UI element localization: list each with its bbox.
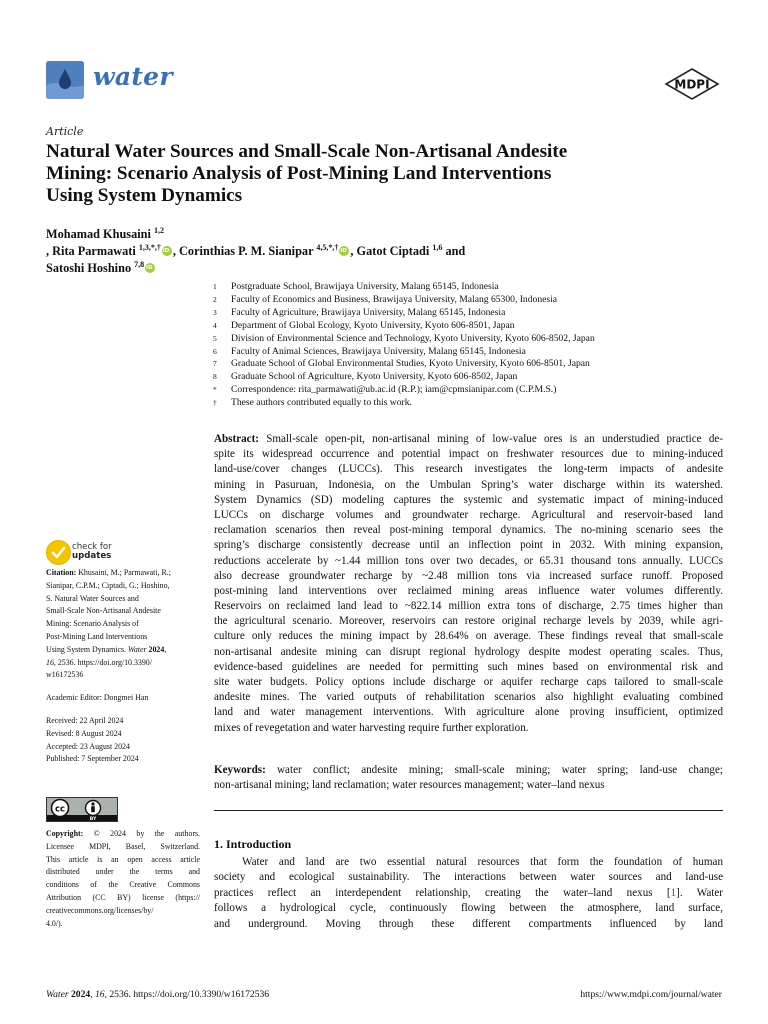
article-type: Article	[46, 125, 84, 138]
copyright-label: Copyright:	[46, 829, 84, 838]
introduction-text: Water and land are two essential natural resources that form the foundation of human society and ecological sustainability. The interactions between water sources and land-use practices reflect an interdependent relationship, creating the water–land nexus [1]. Water follows a hydrological cycle, continuously flowing between the atmosphere, land surface, and underground. Moving through these different compartments influenced by land	[214, 856, 723, 930]
keywords-label: Keywords:	[214, 764, 266, 776]
citation-sidebar: Citation: Khusaini, M.; Parmawati, R.; Sianipar, C.P.M.; Ciptadi, G.; Hoshino, S. Natural Water Sources and Small-Scale Non-Artisanal Andesite Mining: Scenario Analysis of Post-Mining Land Interventions Using System Dynamics. Water 2024, 16, 2536. https://doi.org/10.3390/ w16172536 Academic Editor: Dongmei Han Received: 22 April 2024 Revised: 8 August 2024 Accepted: 23 August 2024 Published: 7 September 2024	[46, 567, 200, 766]
author-name[interactable]: , Rita Parmawati	[46, 244, 139, 258]
check-updates-label: updates	[72, 551, 112, 561]
affiliation-item: 3 Faculty of Agriculture, Brawijaya University, Malang 65145, Indonesia	[213, 306, 506, 318]
svg-text:MDPI: MDPI	[674, 77, 710, 92]
revised-date: Revised: 8 August 2024	[46, 728, 122, 738]
author-affil: 1,3,*,†	[138, 242, 161, 252]
check-for-updates-button[interactable]	[46, 540, 126, 564]
affiliation-item: 7 Graduate School of Global Environmental Studies, Kyoto University, Kyoto 606-8501, Japan	[213, 358, 590, 370]
svg-text:BY: BY	[89, 817, 97, 821]
reference-link[interactable]: 1	[670, 886, 677, 899]
orcid-icon[interactable]	[145, 263, 155, 273]
affiliation-item: 6 Faculty of Animal Sciences, Brawijaya University, Malang 65145, Indonesia	[213, 345, 526, 357]
affiliation-list	[213, 281, 733, 410]
author-affil: 1,6	[432, 242, 443, 252]
equal-contribution-note: † These authors contributed equally to this work.	[213, 397, 412, 409]
section-heading: 1. Introduction	[214, 837, 292, 851]
journal-name[interactable]: water	[93, 62, 173, 91]
doi-link[interactable]: , 2536. https://doi.org/10.3390/	[53, 657, 152, 667]
author-name[interactable]: , Corinthias P. M. Sianipar	[172, 244, 317, 258]
orcid-icon[interactable]	[339, 246, 349, 256]
title-line: Using System Dynamics	[46, 185, 243, 206]
affiliation-item: 2 Faculty of Economics and Business, Brawijaya University, Malang 65300, Indonesia	[213, 293, 558, 305]
abstract: Abstract: Small-scale open-pit, non-artisanal mining of low-value ores is an understudied practice de- spite its widespread occurrence and potential impact on freshwater resources due to mining-induced land-use/cover changes (LUCCs). This research investigates the long-term impacts of andesite mining in Pasuruan, Indonesia, on the Umbulan Spring’s water discharge within its watershed. System Dynamics (SD) modeling captures the systemic and systematic impact of mining-induced LUCCs on discharge volumes and groundwater recharge. Agricultural and reservoir-based land reclamation scenarios then reveal post-mining temporal dynamics. The no-mining scenario sees the spring’s discharge consistently decrease until an inflection point in 2032. With mining expansion, reductions accelerate by ~1.44 million tons over two decades, or 65.31 thousand tons annually. LUCCs also decrease groundwater recharge by ~2.48 million tons via increased surface runoff. Proposed post-mining land interventions over reclaimed mining areas influence water volumes differently. Reservoirs on reclaimed land lead to ~822.14 million extra tons of discharge, 2.75 times higher than the agricultural scenario. Moreover, reservoirs can restore original recharge levels by 2039, while agri- culture only reduces the mining impact by 28.64% on average. These findings reveal that small-scale non-artisanal andesite mining can disrupt regional hydrology despite modest operating scales. Thus, evidence-based guidelines are needed for permitting such mines based on environmental risk and site water budgets. Policy options include discharge or aquifer recharge caps tailored to small-scale andesite mines. The varied outputs of rehabilitation scenarios also highlight evaluating combined land and water management interventions. With agriculture alone proving insufficient, optimized mixes of revegetation and water harvesting require further exploration.	[214, 433, 723, 734]
section-divider	[214, 810, 723, 811]
author-name[interactable]: Satoshi Hoshino	[46, 261, 135, 275]
affiliation-item: 1 Postgraduate School, Brawijaya University, Malang 65145, Indonesia	[213, 281, 499, 292]
published-date: Published: 7 September 2024	[46, 754, 139, 764]
title-line: Mining: Scenario Analysis of Post-Mining Land Interventions	[46, 163, 552, 184]
author-affil: 7,8	[134, 259, 145, 269]
journal-logo-icon	[46, 61, 84, 99]
author-name[interactable]: , Gatot Ciptadi	[350, 244, 433, 258]
footer-citation: Water 2024, 16, 2536. https://doi.org/10.3390/w16172536	[46, 989, 270, 1000]
article-title	[46, 141, 736, 207]
received-date: Received: 22 April 2024	[46, 715, 124, 725]
orcid-icon[interactable]	[162, 246, 172, 256]
mdpi-logo[interactable]	[664, 68, 720, 100]
check-updates-label: check for	[72, 542, 112, 552]
author-affil: 4,5,*,†	[316, 242, 339, 252]
author-affil: 1,2	[153, 225, 164, 235]
affiliation-item: 4 Department of Global Ecology, Kyoto University, Kyoto 606-8501, Japan	[213, 319, 515, 331]
author-name[interactable]: Mohamad Khusaini	[46, 227, 154, 241]
journal-url-link[interactable]: https://www.mdpi.com/journal/water	[580, 989, 722, 1000]
correspondence-note: * Correspondence: rita_parmawati@ub.ac.id (R.P.); iam@cpmsianipar.com (C.P.M.S.)	[213, 384, 557, 396]
academic-editor: Academic Editor: Dongmei Han	[46, 693, 149, 703]
citation-label: Citation:	[46, 568, 77, 577]
abstract-label: Abstract:	[214, 433, 259, 445]
keywords: Keywords: water conflict; andesite mining; small-scale mining; water spring; land-use change; non-artisanal mining; land reclamation; water resources management; water–land nexus	[214, 764, 723, 792]
author-list	[46, 226, 736, 277]
copyright-notice: Copyright: © 2024 by the authors. Licensee MDPI, Basel, Switzerland. This article is an open access article distributed under the terms and conditions of the Creative Commons Attribution (CC BY) license (https:// creativecommons.org/licenses/by/ 4.0/).	[46, 829, 200, 928]
check-updates-icon	[46, 540, 71, 565]
cc-by-license-icon[interactable]	[46, 797, 118, 822]
affiliation-item: 8 Graduate School of Agriculture, Kyoto University, Kyoto 606-8502, Japan	[213, 371, 518, 383]
affiliation-item: 5 Division of Environmental Science and Technology, Kyoto University, Kyoto 606-8502, Japan	[213, 332, 595, 344]
author-conjunction: and	[442, 244, 466, 258]
svg-text:cc: cc	[54, 804, 66, 815]
title-line: Natural Water Sources and Small-Scale Non-Artisanal Andesite	[46, 141, 568, 162]
footer-doi-link[interactable]: , 2536. https://doi.org/10.3390/w16172536	[104, 989, 270, 1000]
accepted-date: Accepted: 23 August 2024	[46, 741, 130, 751]
